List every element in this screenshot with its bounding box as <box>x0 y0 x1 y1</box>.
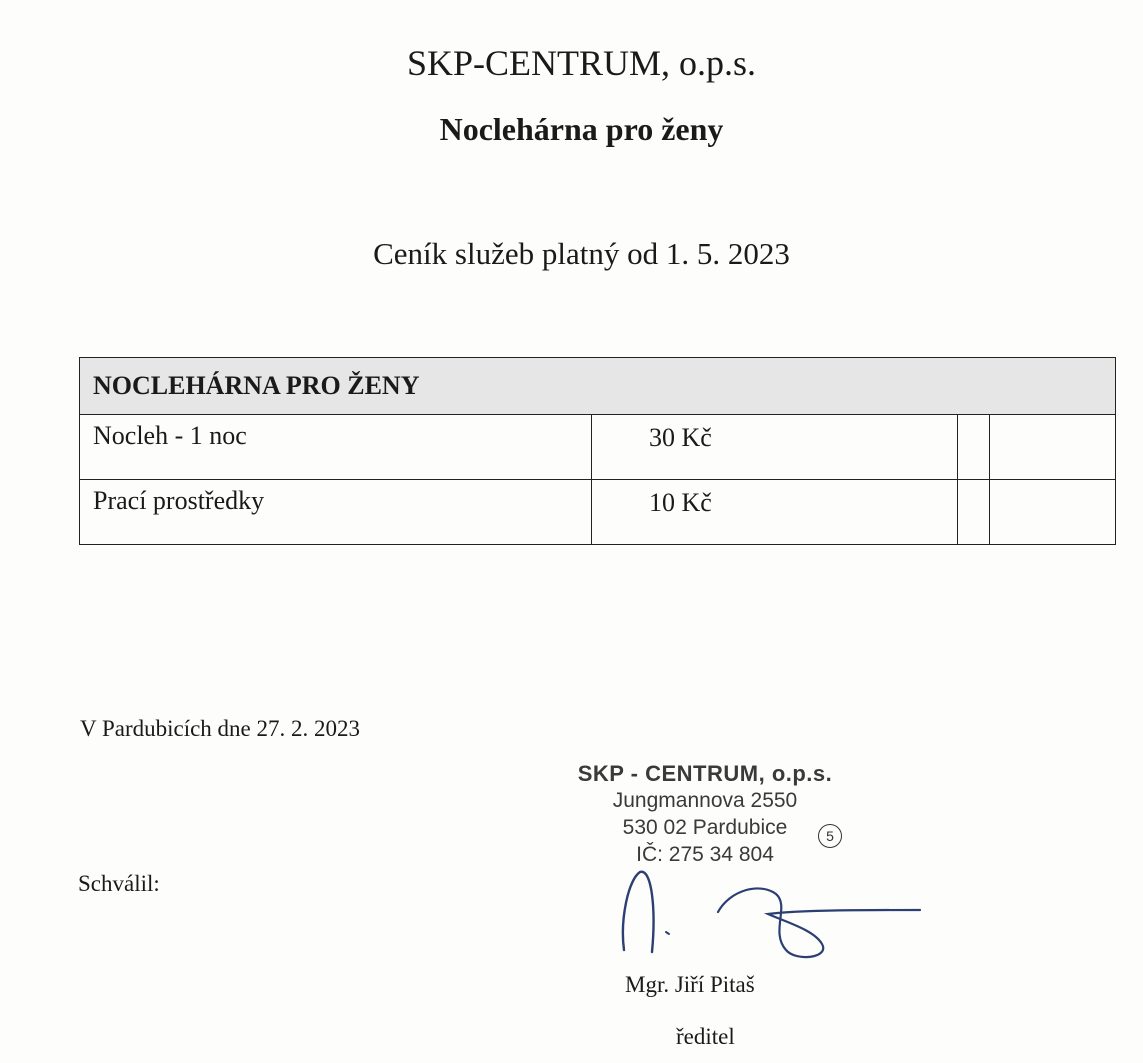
table-section-title: NOCLEHÁRNA PRO ŽENY <box>80 358 1116 415</box>
service-price: 30 Kč <box>592 415 958 480</box>
signer-role: ředitel <box>676 1024 735 1049</box>
service-price: 10 Kč <box>592 480 958 545</box>
signer-name: Mgr. Jiří Pitaš <box>625 972 755 997</box>
empty-cell <box>958 480 990 545</box>
empty-cell <box>990 480 1116 545</box>
organization-name: SKP-CENTRUM, o.p.s. <box>406 43 757 83</box>
table-row <box>80 415 1116 480</box>
handwritten-signature <box>600 860 930 970</box>
stamp-company-id: IČ: 275 34 804 <box>636 843 774 866</box>
company-stamp <box>545 760 865 868</box>
price-list-title: Ceník služeb platný od 1. 5. 2023 <box>373 236 790 271</box>
empty-cell <box>958 415 990 480</box>
place-and-date: V Pardubicích dne 27. 2. 2023 <box>80 716 361 741</box>
service-name: Nocleh - 1 noc <box>80 415 592 480</box>
price-table <box>79 357 1116 545</box>
table-row <box>80 480 1116 545</box>
service-name: Prací prostředky <box>80 480 592 545</box>
table-header-row <box>80 358 1116 415</box>
stamp-street: Jungmannova 2550 <box>612 789 798 812</box>
approved-by-label: Schválil: <box>78 871 160 896</box>
empty-cell <box>990 415 1116 480</box>
stamp-number-badge: 5 <box>818 824 842 848</box>
stamp-organization: SKP - CENTRUM, o.p.s. <box>577 761 833 786</box>
document-heading: Noclehárna pro ženy <box>439 111 724 147</box>
stamp-city: 530 02 Pardubice <box>622 816 788 839</box>
